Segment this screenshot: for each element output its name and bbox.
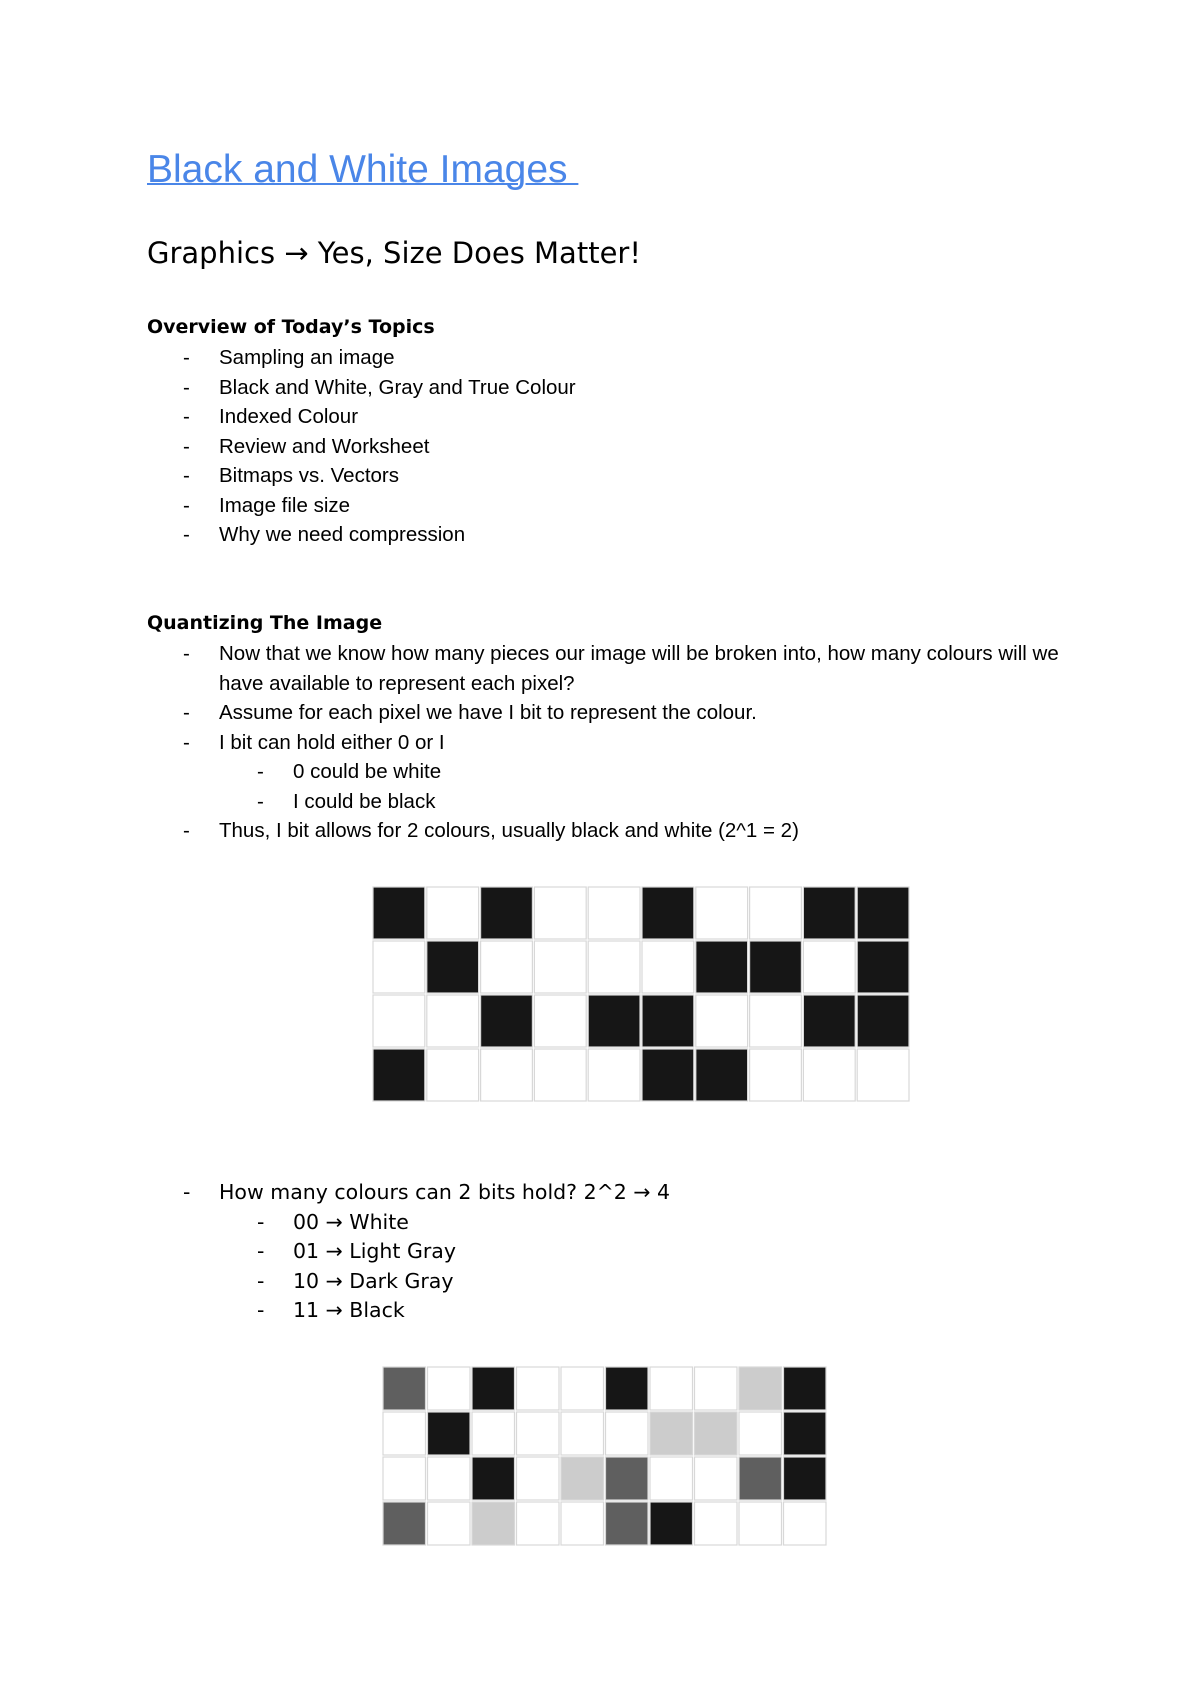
list-item: - I bit can hold either 0 or I — [147, 728, 1087, 758]
black-white-pixel-grid — [372, 886, 910, 1102]
pixel-cell — [534, 1049, 586, 1101]
pixel-cell — [428, 1457, 471, 1500]
pixel-cell — [650, 1457, 693, 1500]
pixel-cell — [481, 941, 533, 993]
sub-list-item: - 10 → Dark Gray — [147, 1267, 670, 1297]
pixel-cell — [561, 1457, 604, 1500]
list-item: - Indexed Colour — [147, 402, 576, 432]
pixel-cell — [642, 1049, 694, 1101]
pixel-cell — [750, 1049, 802, 1101]
pixel-cell — [383, 1457, 426, 1500]
two-bit-list — [147, 1178, 670, 1326]
pixel-cell — [803, 887, 855, 939]
pixel-cell — [561, 1367, 604, 1410]
overview-list — [147, 343, 576, 550]
pixel-cell — [588, 1049, 640, 1101]
pixel-cell — [739, 1412, 782, 1455]
pixel-cell — [642, 941, 694, 993]
pixel-cell — [696, 887, 748, 939]
pixel-cell — [427, 1049, 479, 1101]
pixel-cell — [517, 1457, 560, 1500]
pixel-cell — [857, 995, 909, 1047]
pixel-cell — [695, 1502, 738, 1545]
list-item: - Now that we know how many pieces our image will be broken into, how many colours will we have available to represent each pixel? — [147, 639, 1087, 698]
pixel-cell — [427, 941, 479, 993]
pixel-cell — [517, 1502, 560, 1545]
sub-list-item: - 00 → White — [147, 1208, 670, 1238]
pixel-cell — [784, 1502, 827, 1545]
pixel-cell — [588, 941, 640, 993]
pixel-cell — [534, 941, 586, 993]
pixel-cell — [642, 887, 694, 939]
page-subtitle: Graphics → Yes, Size Does Matter! — [147, 236, 641, 270]
pixel-cell — [373, 1049, 425, 1101]
pixel-cell — [784, 1412, 827, 1455]
sub-list-item: - 11 → Black — [147, 1296, 670, 1326]
quantizing-heading: Quantizing The Image — [147, 612, 383, 634]
pixel-cell — [517, 1367, 560, 1410]
sub-list-item: - I could be black — [147, 787, 1087, 817]
pixel-cell — [857, 887, 909, 939]
pixel-cell — [739, 1367, 782, 1410]
pixel-cell — [696, 1049, 748, 1101]
pixel-cell — [427, 887, 479, 939]
pixel-cell — [472, 1367, 515, 1410]
pixel-cell — [606, 1412, 649, 1455]
pixel-cell — [857, 1049, 909, 1101]
pixel-cell — [481, 1049, 533, 1101]
pixel-cell — [428, 1412, 471, 1455]
pixel-cell — [606, 1457, 649, 1500]
pixel-cell — [642, 995, 694, 1047]
pixel-cell — [561, 1412, 604, 1455]
page-title-link[interactable]: Black and White Images — [147, 148, 579, 191]
pixel-cell — [383, 1367, 426, 1410]
pixel-cell — [695, 1457, 738, 1500]
pixel-cell — [650, 1502, 693, 1545]
pixel-cell — [803, 1049, 855, 1101]
pixel-cell — [750, 887, 802, 939]
pixel-cell — [739, 1502, 782, 1545]
sub-list-item: - 0 could be white — [147, 757, 1087, 787]
pixel-cell — [373, 887, 425, 939]
list-item: - Thus, I bit allows for 2 colours, usually black and white (2^1 = 2) — [147, 816, 1087, 846]
overview-heading: Overview of Today’s Topics — [147, 316, 435, 338]
grayscale-pixel-grid — [382, 1366, 827, 1546]
list-item: - How many colours can 2 bits hold? 2^2 → 4 — [147, 1178, 670, 1208]
pixel-cell — [803, 941, 855, 993]
pixel-cell — [427, 995, 479, 1047]
sub-list-item: - 01 → Light Gray — [147, 1237, 670, 1267]
list-item: - Bitmaps vs. Vectors — [147, 461, 576, 491]
list-item: - Image file size — [147, 491, 576, 521]
pixel-cell — [472, 1502, 515, 1545]
pixel-cell — [561, 1502, 604, 1545]
pixel-cell — [428, 1502, 471, 1545]
pixel-cell — [428, 1367, 471, 1410]
pixel-cell — [695, 1412, 738, 1455]
quantizing-list — [147, 639, 1087, 846]
pixel-cell — [383, 1412, 426, 1455]
pixel-cell — [696, 941, 748, 993]
pixel-cell — [695, 1367, 738, 1410]
pixel-cell — [750, 941, 802, 993]
list-item: - Review and Worksheet — [147, 432, 576, 462]
pixel-cell — [534, 887, 586, 939]
pixel-cell — [750, 995, 802, 1047]
pixel-cell — [784, 1367, 827, 1410]
list-item: - Sampling an image — [147, 343, 576, 373]
pixel-cell — [606, 1502, 649, 1545]
pixel-cell — [803, 995, 855, 1047]
pixel-cell — [606, 1367, 649, 1410]
pixel-cell — [373, 995, 425, 1047]
pixel-cell — [696, 995, 748, 1047]
pixel-cell — [481, 995, 533, 1047]
pixel-cell — [588, 995, 640, 1047]
pixel-cell — [472, 1412, 515, 1455]
pixel-cell — [857, 941, 909, 993]
pixel-cell — [383, 1502, 426, 1545]
pixel-cell — [650, 1367, 693, 1410]
pixel-cell — [650, 1412, 693, 1455]
pixel-cell — [784, 1457, 827, 1500]
pixel-cell — [472, 1457, 515, 1500]
pixel-cell — [739, 1457, 782, 1500]
pixel-cell — [481, 887, 533, 939]
pixel-cell — [534, 995, 586, 1047]
pixel-cell — [517, 1412, 560, 1455]
list-item: - Why we need compression — [147, 520, 576, 550]
pixel-cell — [373, 941, 425, 993]
pixel-cell — [588, 887, 640, 939]
list-item: - Black and White, Gray and True Colour — [147, 373, 576, 403]
list-item: - Assume for each pixel we have I bit to represent the colour. — [147, 698, 1087, 728]
